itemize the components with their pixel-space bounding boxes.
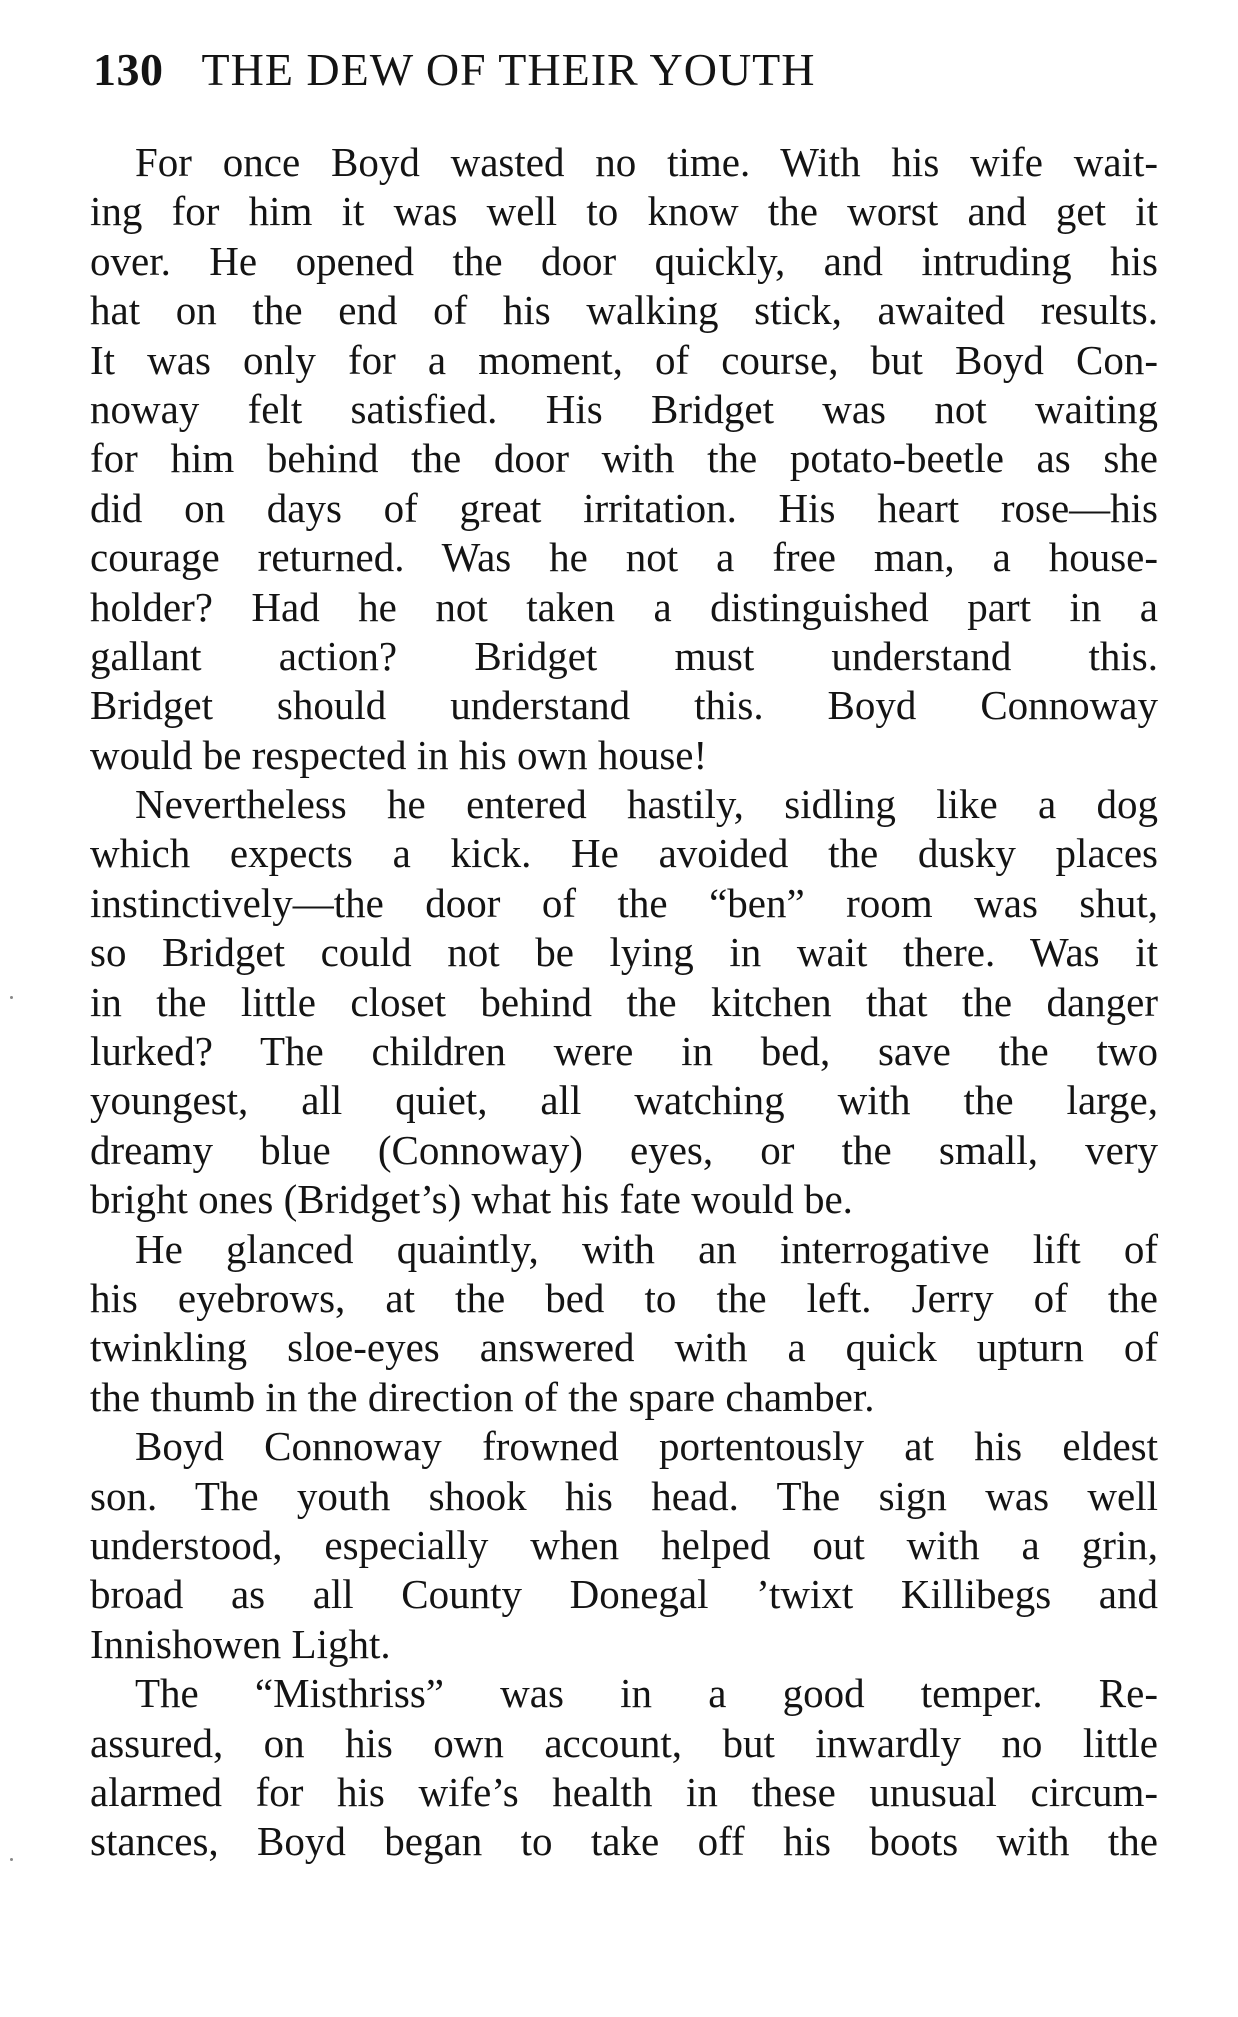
text-line: The “Misthriss” was in a good temper. Re- — [135, 1670, 1158, 1717]
book-title: THE DEW OF THEIR YOUTH — [201, 44, 816, 95]
text-line: instinctively—the door of the “ben” room was shut, — [90, 879, 1158, 926]
text-line: did on days of great irritation. His heart rose—his — [90, 484, 1158, 531]
text-line: courage returned. Was he not a free man, a house- — [90, 534, 1158, 581]
body-text — [90, 138, 1158, 1867]
paragraph — [90, 1225, 1158, 1423]
text-line: which expects a kick. He avoided the dusky places — [90, 830, 1158, 877]
text-line: so Bridget could not be lying in wait there. Was it — [90, 929, 1158, 976]
text-line: bright ones (Bridget’s) what his fate would be. — [90, 1176, 853, 1223]
margin-speck — [10, 996, 13, 999]
text-line: Bridget should understand this. Boyd Connoway — [90, 682, 1158, 729]
text-line: holder? Had he not taken a distinguished part in a — [90, 583, 1158, 630]
text-line: his eyebrows, at the bed to the left. Jerry of the — [90, 1274, 1158, 1321]
text-line: stances, Boyd began to take off his boots with the — [90, 1818, 1158, 1865]
text-line: would be respected in his own house! — [90, 731, 708, 778]
paragraph — [90, 138, 1158, 780]
text-line: broad as all County Donegal ’twixt Killibegs and — [90, 1571, 1158, 1618]
text-line: Innishowen Light. — [90, 1620, 391, 1667]
text-line: dreamy blue (Connoway) eyes, or the small, very — [90, 1126, 1158, 1173]
text-line: For once Boyd wasted no time. With his wife wait- — [135, 139, 1158, 185]
running-head — [93, 40, 1153, 100]
text-line: noway felt satisfied. His Bridget was not waiting — [90, 385, 1158, 432]
text-line: hat on the end of his walking stick, awaited results. — [90, 287, 1158, 334]
text-line: Nevertheless he entered hastily, sidling like a dog — [135, 781, 1158, 828]
text-line: youngest, all quiet, all watching with the large, — [90, 1077, 1158, 1124]
text-line: twinkling sloe-eyes answered with a quick upturn of — [90, 1324, 1158, 1371]
text-line: Boyd Connoway frowned portentously at his eldest — [135, 1423, 1158, 1470]
text-line: assured, on his own account, but inwardly no little — [90, 1719, 1158, 1766]
text-line: in the little closet behind the kitchen that the danger — [90, 978, 1158, 1025]
text-line: the thumb in the direction of the spare chamber. — [90, 1373, 875, 1420]
margin-speck — [10, 1858, 13, 1861]
text-line: He glanced quaintly, with an interrogative lift of — [135, 1225, 1158, 1272]
paragraph — [90, 780, 1158, 1225]
text-line: It was only for a moment, of course, but Boyd Con- — [90, 336, 1158, 383]
text-line: over. He opened the door quickly, and intruding his — [90, 237, 1158, 284]
page-number: 130 — [93, 44, 164, 95]
text-line: for him behind the door with the potato-beetle as she — [90, 435, 1158, 482]
paragraph — [90, 1669, 1158, 1867]
text-line: understood, especially when helped out with a grin, — [90, 1521, 1158, 1568]
text-line: lurked? The children were in bed, save the two — [90, 1028, 1158, 1075]
text-line: alarmed for his wife’s health in these unusual circum- — [90, 1768, 1158, 1815]
text-line: gallant action? Bridget must understand this. — [90, 632, 1158, 679]
text-line: ing for him it was well to know the worst and get it — [90, 188, 1158, 235]
paragraph — [90, 1422, 1158, 1669]
text-line: son. The youth shook his head. The sign was well — [90, 1472, 1158, 1519]
